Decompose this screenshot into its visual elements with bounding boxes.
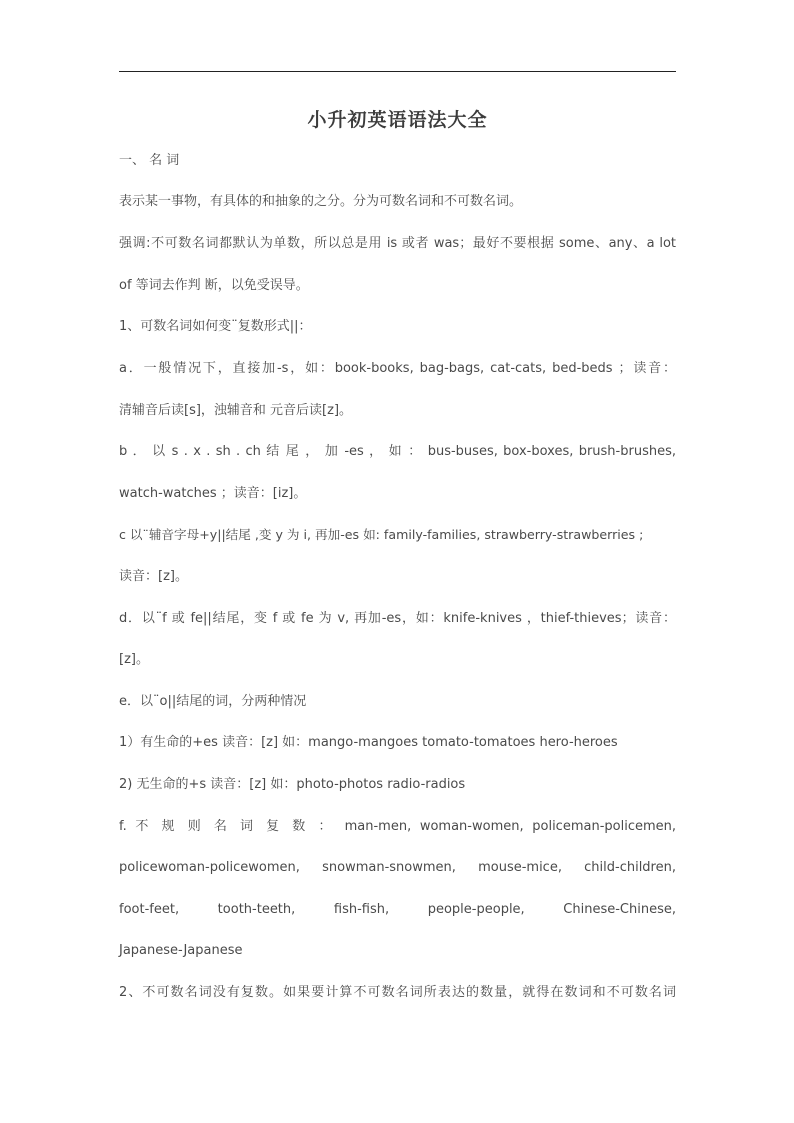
paragraph-line: 1）有生命的+es 读音：[z] 如：mango-mangoes tomato-tomatoes hero-heroes [119,735,618,750]
paragraph-line: [z]。 [119,652,149,667]
page-title: 小升初英语语法大全 [307,109,488,131]
paragraph-line: policewoman-policewomen, snowman-snowmen, mouse-mice, child-children, [119,860,676,875]
paragraph-line: a．一般情况下，直接加-s，如：book-books, bag-bags, cat-cats, bed-beds ；读音： [119,361,676,376]
paragraph-line: 强调:不可数名词都默认为单数，所以总是用 is 或者 was；最好不要根据 some、any、a lot [119,236,676,251]
paragraph-line: of 等词去作判 断，以免受误导。 [119,278,309,293]
paragraph-line: e．以¨o||结尾的词，分两种情况 [119,694,307,709]
paragraph-line: 表示某一事物，有具体的和抽象的之分。分为可数名词和不可数名词。 [119,194,523,209]
paragraph-line: 2、不可数名词没有复数。如果要计算不可数名词所表达的数量，就得在数词和不可数名词 [119,985,676,1000]
paragraph-line: foot-feet, tooth-teeth, fish-fish, people-people, Chinese-Chinese, [119,902,676,917]
paragraph-line: f. 不 规 则 名 词 复 数 ： man-men, woman-women, policeman-policemen, [119,819,676,834]
paragraph-line: d．以¨f 或 fe||结尾，变 f 或 fe 为 v, 再加-es，如：knife-knives ，thief-thieves；读音： [119,611,676,626]
paragraph-line: b ． 以 s . x . sh . ch 结 尾 ， 加 -es ， 如 ： bus-buses, box-boxes, brush-brushes, [119,444,676,459]
paragraph-line: 清辅音后读[s]，浊辅音和 元音后读[z]。 [119,403,353,418]
section-heading: 一、 名 词 [119,153,180,168]
header-rule [119,71,676,72]
paragraph-line: 2) 无生命的+s 读音：[z] 如：photo-photos radio-radios [119,777,466,792]
paragraph-line: watch-watches ；读音：[iz]。 [119,486,307,501]
paragraph-line: c 以¨辅音字母+y||结尾 ,变 y 为 i, 再加-es 如: family-families, strawberry-strawberries ; [119,527,644,542]
paragraph-line: Japanese-Japanese [119,943,243,958]
paragraph-line: 读音：[z]。 [119,569,188,584]
subsection-heading: 1、可数名词如何变¨复数形式||： [119,319,312,334]
